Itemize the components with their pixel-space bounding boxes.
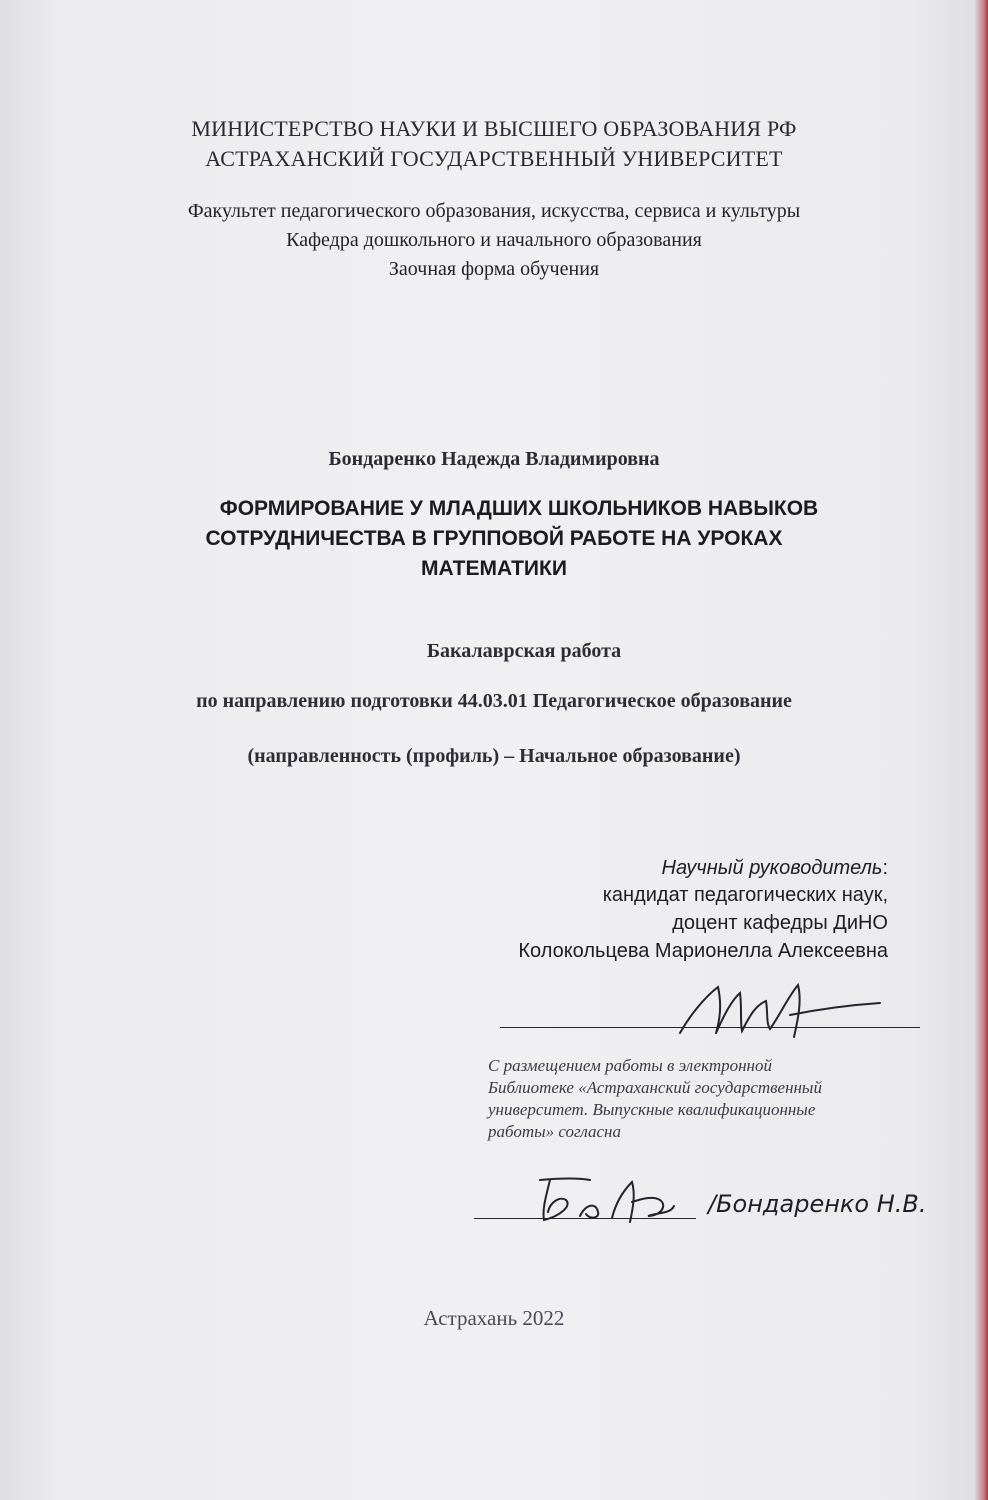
faculty-name: Факультет педагогического образования, искусства, сервиса и культуры bbox=[187, 200, 801, 222]
supervisor-name: Колокольцева Марионелла Алексеевна bbox=[518, 940, 888, 962]
study-direction: по направлению подготовки 44.03.01 Педагогическое образование bbox=[196, 690, 792, 712]
thesis-title-line-1: ФОРМИРОВАНИЕ У МЛАДШИХ ШКОЛЬНИКОВ НАВЫКОВ bbox=[219, 497, 819, 520]
consent-line-1: С размещением работы в электронной bbox=[488, 1056, 772, 1075]
department-name: Кафедра дошкольного и начального образования bbox=[286, 229, 702, 251]
consent-line-4: работы» согласна bbox=[488, 1122, 621, 1141]
university-heading: АСТРАХАНСКИЙ ГОСУДАРСТВЕННЫЙ УНИВЕРСИТЕТ bbox=[205, 146, 783, 171]
consent-line-2: Библиотеке «Астраханский государственный bbox=[488, 1078, 822, 1097]
thesis-title-line-2: СОТРУДНИЧЕСТВА В ГРУППОВОЙ РАБОТЕ НА УРОКАХ bbox=[205, 527, 783, 550]
supervisor-label: Научный руководитель bbox=[661, 857, 883, 879]
supervisor-label-row bbox=[662, 857, 888, 880]
student-signature bbox=[520, 1172, 700, 1232]
consent-line-3: университет. Выпускные квалификационные bbox=[488, 1100, 816, 1119]
supervisor-signature bbox=[670, 975, 890, 1050]
place-and-year: Астрахань 2022 bbox=[423, 1306, 565, 1330]
supervisor-label-colon: : bbox=[882, 857, 888, 879]
ministry-heading: МИНИСТЕРСТВО НАУКИ И ВЫСШЕГО ОБРАЗОВАНИЯ РФ bbox=[191, 116, 797, 141]
supervisor-degree: кандидат педагогических наук, bbox=[602, 884, 888, 906]
study-profile: (направленность (профиль) – Начальное образование) bbox=[247, 745, 741, 767]
work-type: Бакалаврская работа bbox=[426, 640, 622, 662]
author-name: Бондаренко Надежда Владимировна bbox=[328, 448, 660, 470]
supervisor-position: доцент кафедры ДиНО bbox=[672, 912, 888, 934]
study-form: Заочная форма обучения bbox=[388, 258, 600, 280]
thesis-title-line-3: МАТЕМАТИКИ bbox=[421, 557, 567, 580]
student-name-handwritten: /Бондаренко Н.В. bbox=[708, 1190, 927, 1218]
